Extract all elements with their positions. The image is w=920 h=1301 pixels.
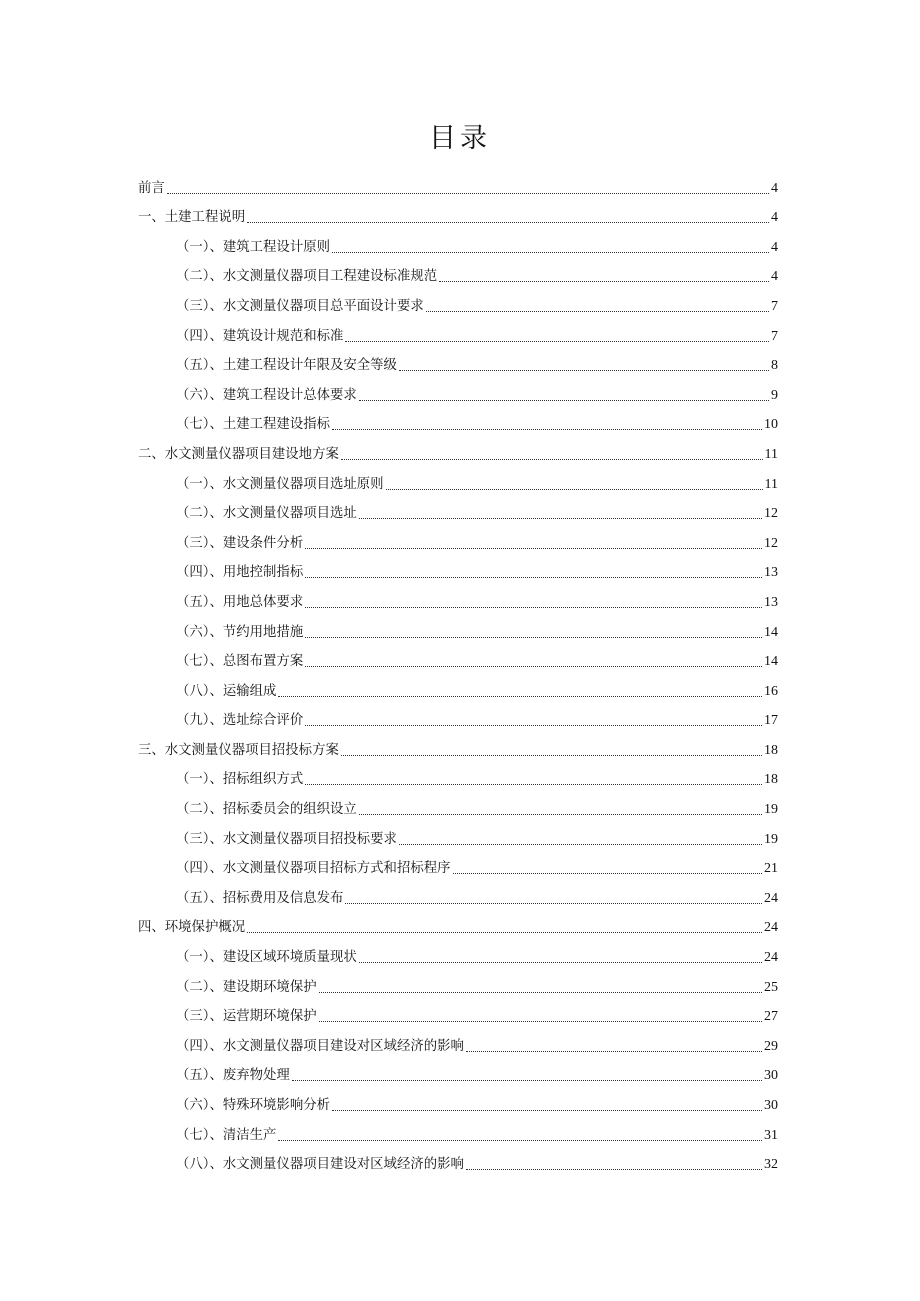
toc-entry[interactable] [138,701,778,731]
toc-entry-page-number: 4 [771,180,778,196]
toc-entry[interactable] [138,760,778,790]
toc-entry[interactable] [138,878,778,908]
toc-entry-label: （三）、水文测量仪器项目总平面设计要求 [176,298,424,314]
toc-entry-page-number: 9 [771,387,778,403]
toc-entry-page-number: 24 [764,890,778,906]
toc-entry-label: （一）、水文测量仪器项目选址原则 [176,476,384,492]
toc-entry-page-number: 24 [764,950,778,966]
toc-entry-label: 二、水文测量仪器项目建设地方案 [138,446,339,462]
toc-entry[interactable] [138,1085,778,1115]
toc-entry-label: （八）、水文测量仪器项目建设对区域经济的影响 [176,1157,464,1173]
toc-entry-label: （四）、水文测量仪器项目建设对区域经济的影响 [176,1038,464,1054]
toc-entry-label: （六）、特殊环境影响分析 [176,1098,330,1113]
toc-entry[interactable] [138,997,778,1027]
toc-entry-page-number: 7 [771,298,778,314]
toc-entry[interactable] [138,1115,778,1145]
toc-dot-leader [305,637,762,638]
toc-entry-label: 一、土建工程说明 [138,210,246,226]
toc-dot-leader [359,400,769,401]
toc-dot-leader [453,873,762,874]
toc-entry-label: （二）、招标委员会的组织设立 [176,802,357,818]
toc-entry-page-number: 30 [764,1068,778,1084]
toc-entry-page-number: 12 [764,506,778,522]
toc-dot-leader [359,814,762,815]
toc-entry-page-number: 19 [764,831,778,847]
toc-entry-label: 三、水文测量仪器项目招投标方案 [138,742,339,758]
toc-entry-label: （五）、土建工程设计年限及安全等级 [176,358,397,374]
toc-entry[interactable] [138,257,778,287]
toc-dot-leader [278,696,762,697]
toc-entry[interactable] [138,553,778,583]
toc-entry[interactable] [138,523,778,553]
toc-entry-page-number: 18 [764,742,778,758]
toc-entry-page-number: 18 [764,772,778,788]
toc-dot-leader [305,784,762,785]
toc-entry-page-number: 8 [771,358,778,374]
toc-entry-page-number: 30 [764,1098,778,1113]
toc-entry-label: 四、环境保护概况 [138,920,246,936]
toc-dot-leader [341,459,763,460]
toc-entry-label: （二）、水文测量仪器项目选址 [176,506,357,522]
toc-dot-leader [292,1080,762,1081]
toc-entry[interactable] [138,227,778,257]
toc-entry-label: （五）、招标费用及信息发布 [176,890,344,906]
toc-entry[interactable] [138,849,778,879]
toc-entry-page-number: 13 [764,565,778,581]
toc-entry[interactable] [138,1026,778,1056]
toc-entry-label: （七）、清洁生产 [176,1127,277,1143]
toc-title: 目录 [429,123,491,154]
toc-entry[interactable] [138,789,778,819]
toc-dot-leader [466,1051,762,1052]
table-of-contents [138,168,778,1174]
toc-entry-label: （一）、建设区域环境质量现状 [176,950,357,966]
toc-entry-label: （一）、建筑工程设计原则 [176,239,330,255]
toc-entry-label: （四）、用地控制指标 [176,565,304,581]
toc-entry-page-number: 14 [764,624,778,640]
toc-entry-page-number: 11 [764,476,778,492]
toc-entry-page-number: 4 [771,239,778,255]
toc-entry-label: （七）、总图布置方案 [176,654,304,670]
toc-dot-leader [319,992,762,993]
toc-dot-leader [247,932,762,933]
toc-dot-leader [341,755,762,756]
toc-dot-leader [319,1021,762,1022]
toc-entry[interactable] [138,612,778,642]
toc-entry-page-number: 17 [764,713,778,729]
toc-entry-label: （八）、运输组成 [176,683,277,699]
toc-entry[interactable] [138,730,778,760]
toc-entry-label: （三）、运营期环境保护 [176,1009,317,1025]
toc-entry-label: （二）、水文测量仪器项目工程建设标准规范 [176,269,438,285]
toc-dot-leader [305,725,762,726]
toc-dot-leader [439,281,769,282]
toc-entry[interactable] [138,494,778,524]
toc-entry-page-number: 11 [764,446,778,462]
toc-dot-leader [345,903,762,904]
toc-dot-leader [332,252,769,253]
toc-dot-leader [332,1110,762,1111]
toc-dot-leader [332,429,762,430]
toc-entry-label: （五）、用地总体要求 [176,594,304,610]
toc-entry-label: （四）、建筑设计规范和标准 [176,328,344,344]
toc-entry[interactable] [138,582,778,612]
toc-dot-leader [399,844,762,845]
toc-entry-label: 前言 [138,180,165,196]
toc-entry-page-number: 31 [764,1127,778,1143]
toc-dot-leader [247,222,769,223]
toc-dot-leader [305,548,762,549]
toc-entry[interactable] [138,375,778,405]
toc-dot-leader [466,1169,762,1170]
toc-entry-page-number: 10 [764,417,778,433]
toc-dot-leader [305,666,762,667]
toc-entry-label: （六）、建筑工程设计总体要求 [176,387,357,403]
toc-entry[interactable] [138,286,778,316]
toc-entry-label: （七）、土建工程建设指标 [176,417,330,433]
toc-entry-label: （三）、建设条件分析 [176,535,304,551]
toc-dot-leader [426,311,769,312]
toc-entry-page-number: 24 [764,920,778,936]
toc-entry[interactable] [138,671,778,701]
toc-entry[interactable] [138,346,778,376]
toc-dot-leader [305,577,762,578]
toc-dot-leader [345,341,769,342]
toc-entry-page-number: 19 [764,802,778,818]
toc-entry-label: （三）、水文测量仪器项目招投标要求 [176,831,397,847]
toc-entry-page-number: 13 [764,594,778,610]
toc-entry-label: （四）、水文测量仪器项目招标方式和招标程序 [176,861,451,877]
toc-entry-page-number: 7 [771,328,778,344]
toc-dot-leader [359,518,762,519]
toc-dot-leader [386,489,763,490]
toc-entry-page-number: 32 [764,1157,778,1173]
toc-entry[interactable] [138,434,778,464]
toc-entry[interactable] [138,316,778,346]
toc-entry[interactable] [138,405,778,435]
toc-entry-label: （二）、建设期环境保护 [176,979,317,995]
toc-entry[interactable] [138,908,778,938]
toc-entry-label: （六）、节约用地措施 [176,624,304,640]
toc-dot-leader [167,193,769,194]
toc-entry[interactable] [138,168,778,198]
toc-entry-page-number: 4 [771,210,778,226]
toc-entry[interactable] [138,198,778,228]
toc-entry[interactable] [138,819,778,849]
toc-entry-label: （一）、招标组织方式 [176,772,304,788]
toc-dot-leader [399,370,769,371]
toc-entry[interactable] [138,464,778,494]
toc-entry-page-number: 14 [764,654,778,670]
toc-dot-leader [305,607,762,608]
toc-dot-leader [278,1140,762,1141]
toc-entry[interactable] [138,1056,778,1086]
toc-entry-page-number: 29 [764,1038,778,1054]
toc-entry-page-number: 21 [764,861,778,877]
toc-entry-page-number: 4 [771,269,778,285]
toc-entry[interactable] [138,1145,778,1175]
toc-entry[interactable] [138,967,778,997]
toc-entry-page-number: 27 [764,1009,778,1025]
toc-entry[interactable] [138,937,778,967]
toc-entry-page-number: 16 [764,683,778,699]
toc-entry-label: （五）、废弃物处理 [176,1068,290,1084]
toc-entry[interactable] [138,642,778,672]
toc-entry-page-number: 25 [764,979,778,995]
toc-entry-label: （九）、选址综合评价 [176,713,304,729]
toc-entry-page-number: 12 [764,535,778,551]
toc-dot-leader [359,962,762,963]
